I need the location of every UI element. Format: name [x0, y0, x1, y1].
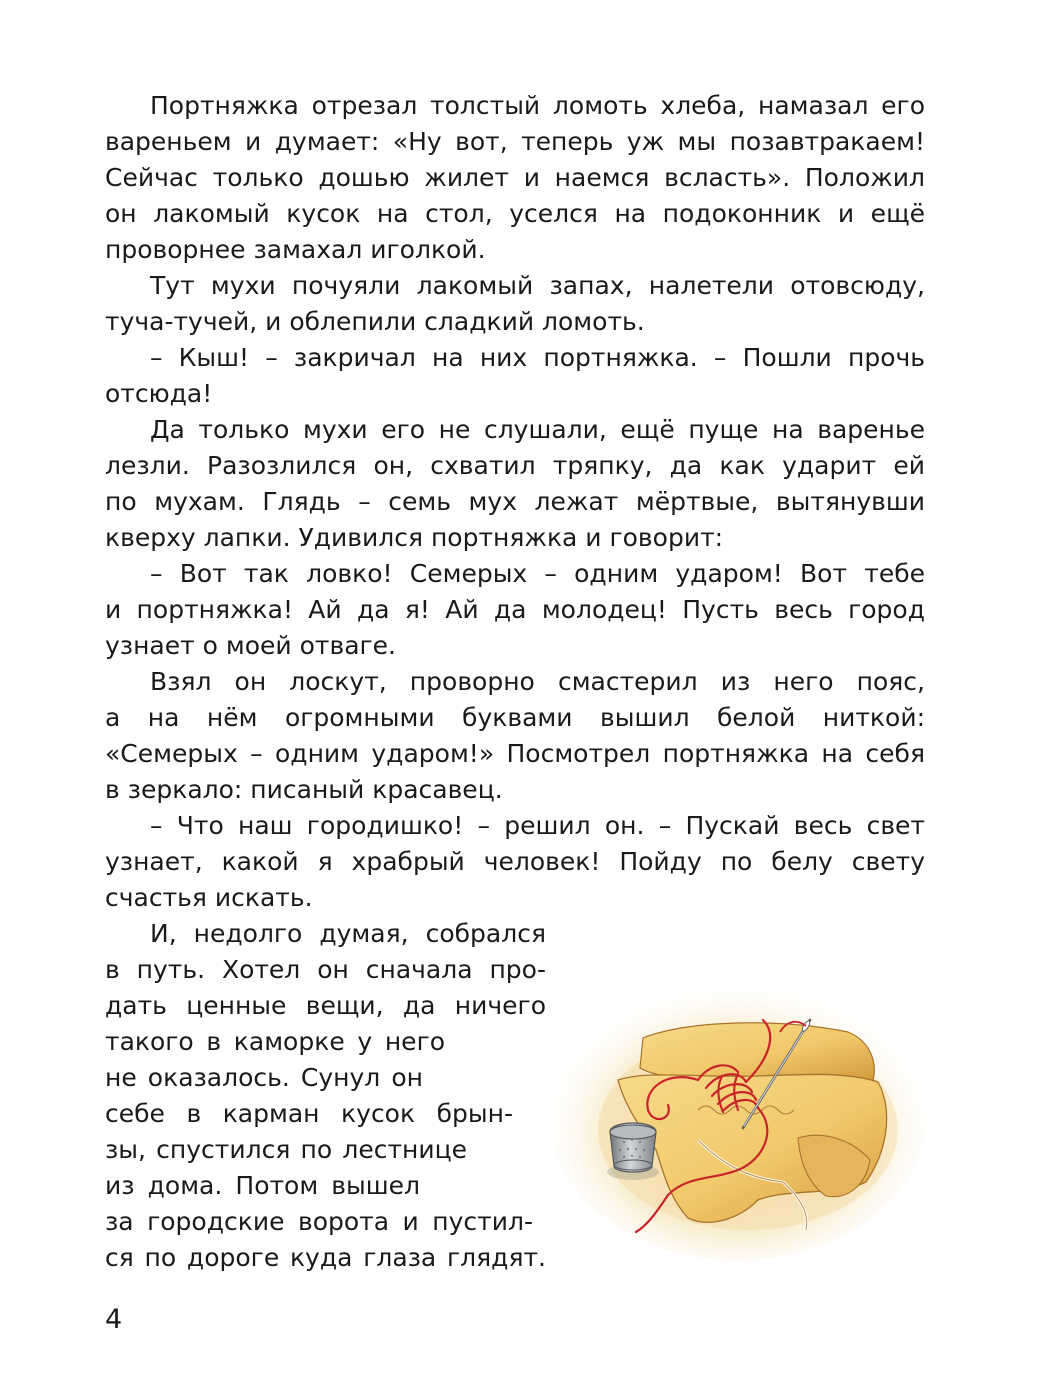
text-line: и портняжка! Ай да я! Ай да молодец! Пусть весь город — [105, 595, 925, 624]
text-line: туча-тучей, и облепили сладкий ломоть. — [105, 307, 645, 336]
cloth-needle-thread-thimble-icon — [548, 960, 928, 1260]
text-line: Сейчас только дошью жилет и наемся всласть». Положил — [105, 163, 925, 192]
text-line: за городские ворота и пустил- — [105, 1207, 533, 1236]
text-line: ся по дороге куда глаза глядят. — [105, 1243, 546, 1272]
text-line: не оказалось. Сунул он — [105, 1063, 423, 1092]
text-line: такого в каморке у него — [105, 1027, 445, 1056]
text-line: узнает о моей отваге. — [105, 631, 396, 660]
text-line: отсюда! — [105, 379, 213, 408]
text-line: из дома. Потом вышел — [105, 1171, 420, 1200]
text-line: зы, спустился по лестнице — [105, 1135, 467, 1164]
text-line: Взял он лоскут, проворно смастерил из него пояс, — [150, 667, 925, 696]
text-line: Да только мухи его не слушали, ещё пуще на варенье — [150, 415, 925, 444]
text-line: в путь. Хотел он сначала про- — [105, 955, 546, 984]
text-line: себе в карман кусок брын- — [105, 1099, 513, 1128]
text-line: кверху лапки. Удивился портняжка и говорит: — [105, 523, 724, 552]
text-line: узнает, какой я храбрый человек! Пойду по белу свету — [105, 847, 925, 876]
text-line: по мухам. Глядь – семь мух лежат мёртвые, вытянувши — [105, 487, 925, 516]
text-line: счастья искать. — [105, 883, 313, 912]
text-line: Тут мухи почуяли лакомый запах, налетели отовсюду, — [150, 271, 925, 300]
text-line: он лакомый кусок на стол, уселся на подоконник и ещё — [105, 199, 925, 228]
text-line: – Вот так ловко! Семерых – одним ударом! Вот тебе — [150, 559, 925, 588]
page-number: 4 — [105, 1304, 123, 1335]
text-line: а на нём огромными буквами вышил белой ниткой: — [105, 703, 925, 732]
text-line: – Кыш! – закричал на них портняжка. – Пошли прочь — [150, 343, 925, 372]
text-line: в зеркало: писаный красавец. — [105, 775, 503, 804]
text-line: дать ценные вещи, да ничего — [105, 991, 546, 1020]
text-line: – Что наш городишко! – решил он. – Пускай весь свет — [150, 811, 925, 840]
text-line: лезли. Разозлился он, схватил тряпку, да как ударит ей — [105, 451, 925, 480]
text-line: И, недолго думая, собрался — [150, 919, 546, 948]
text-line: «Семерых – одним ударом!» Посмотрел портняжка на себя — [105, 739, 925, 768]
text-line: проворнее замахал иголкой. — [105, 235, 486, 264]
text-line: вареньем и думает: «Ну вот, теперь уж мы позавтракаем! — [105, 127, 925, 156]
text-line: Портняжка отрезал толстый ломоть хлеба, намазал его — [150, 91, 925, 120]
